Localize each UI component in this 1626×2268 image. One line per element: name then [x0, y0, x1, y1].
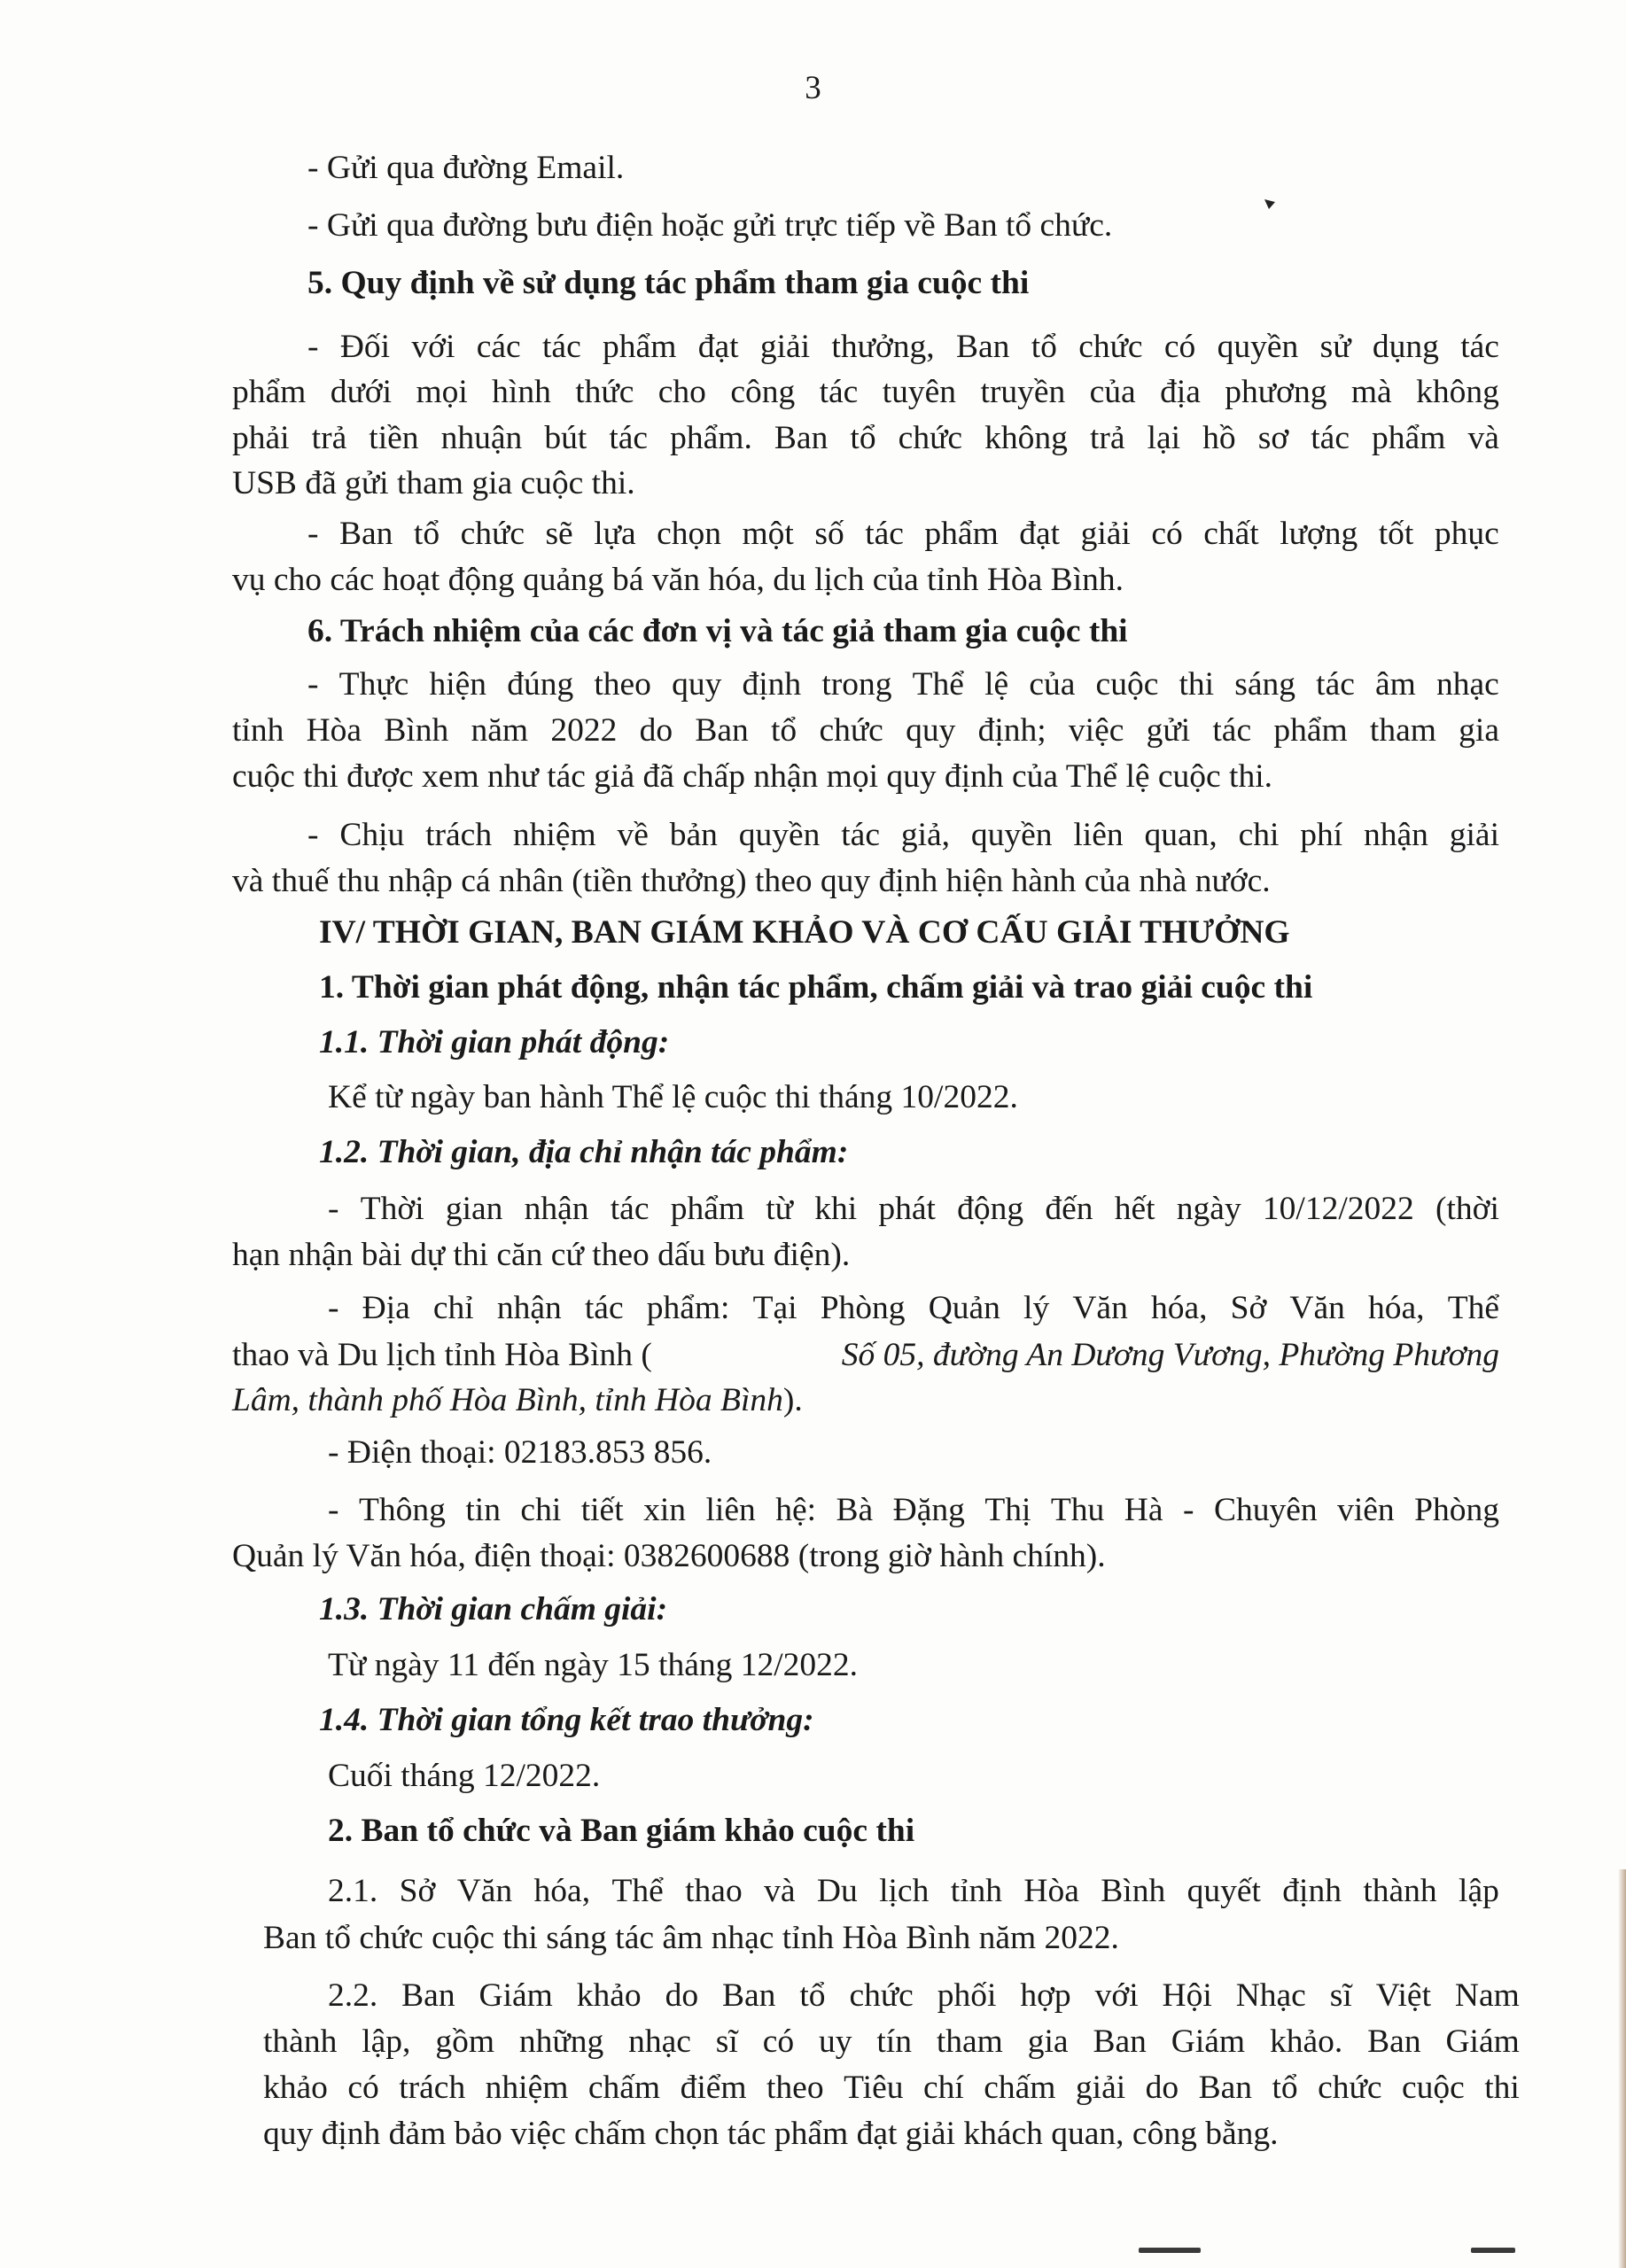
word: hiện: [429, 666, 487, 703]
word: -: [307, 817, 319, 853]
word: khảo: [576, 1977, 642, 2014]
word: Ban: [1367, 2023, 1421, 2060]
word: trả: [311, 420, 347, 456]
word: phát: [878, 1191, 936, 1227]
word: Tiêu: [844, 2070, 904, 2106]
word: (thời: [1435, 1191, 1499, 1227]
word: trách: [425, 817, 493, 853]
word: sơ: [1257, 420, 1289, 456]
word: trách: [399, 2070, 466, 2106]
word: liên: [1073, 817, 1124, 853]
word: dưới: [330, 374, 393, 410]
text-line: Từ ngày 11 đến ngày 15 tháng 12/2022.: [328, 1647, 859, 1683]
word: hợp: [1020, 1977, 1071, 2014]
word: Ban: [1198, 2070, 1253, 2106]
word: xin: [643, 1492, 687, 1528]
address-span: Số 05, đường An Dương Vương, Phường Phương: [841, 1337, 1499, 1373]
text-line: [328, 1286, 1499, 1331]
word: nhận: [524, 1191, 589, 1227]
word: chức: [1318, 2070, 1382, 2106]
word: -: [307, 516, 319, 552]
word: từ: [766, 1191, 793, 1227]
text-line: [263, 2020, 1520, 2064]
word: sẽ: [545, 516, 573, 552]
word: sáng: [1234, 666, 1295, 703]
scan-mark-icon: [1264, 198, 1276, 211]
word: các: [476, 329, 521, 365]
word: Ban: [955, 329, 1010, 365]
word: nhuận: [440, 420, 523, 456]
word: chức: [819, 712, 883, 749]
word: hết: [1114, 1191, 1155, 1227]
word: tác: [1460, 329, 1499, 365]
word: Chuyên: [1213, 1492, 1318, 1528]
word: chỉ: [432, 1290, 474, 1326]
word: gian: [445, 1191, 503, 1227]
word: thưởng,: [831, 329, 935, 365]
word: của: [1089, 374, 1136, 410]
word: -: [1182, 1492, 1194, 1528]
text-span: thao và Du lịch tỉnh Hòa Bình (: [232, 1337, 652, 1373]
word: phẩm: [603, 329, 677, 365]
word: những: [518, 2023, 604, 2060]
word: lại: [1147, 420, 1181, 456]
text-span: ).: [782, 1382, 803, 1418]
word: đạt: [1019, 516, 1061, 552]
word: uy: [818, 2023, 852, 2060]
word: hóa,: [1368, 1290, 1425, 1326]
word: -: [307, 329, 319, 365]
word: một: [742, 516, 794, 552]
word: không: [1416, 374, 1499, 410]
word: không: [984, 420, 1068, 456]
subsection-heading: 1.1. Thời gian phát động:: [319, 1024, 670, 1060]
word: chức: [460, 516, 525, 552]
word: thao: [685, 1873, 743, 1909]
word: Ban: [695, 712, 749, 749]
word: Thông: [358, 1492, 446, 1528]
word: Phòng: [820, 1290, 906, 1326]
text-line: Ban tổ chức cuộc thi sáng tác âm nhạc tỉnh Hòa Bình năm 2022.: [263, 1920, 1119, 1956]
word: nhiệm: [485, 2070, 569, 2106]
word: giải: [1075, 2070, 1126, 2106]
phone-line: - Điện thoại: 02183.853 856.: [328, 1434, 712, 1471]
word: viên: [1337, 1492, 1395, 1528]
word: lập,: [362, 2023, 411, 2060]
word: tuyên: [882, 374, 957, 410]
word: 2.1.: [328, 1873, 378, 1909]
word: tham: [936, 2023, 1003, 2060]
word: chấm: [587, 2070, 661, 2106]
word: Thể: [611, 1873, 664, 1909]
word: sử: [1319, 329, 1351, 365]
text-line: [328, 1187, 1499, 1231]
word: 2.2.: [328, 1977, 378, 2014]
word: tổ: [850, 420, 876, 456]
word: giả,: [900, 817, 951, 853]
word: đúng: [507, 666, 574, 703]
word: tác: [841, 817, 880, 853]
word: khảo: [263, 2070, 328, 2106]
word: sĩ: [715, 2023, 738, 2060]
word: Ban: [339, 516, 393, 552]
word: dụng: [1372, 329, 1439, 365]
word: tổ: [413, 516, 440, 552]
word: Nhạc: [1235, 1977, 1306, 2014]
word: Thời: [360, 1191, 424, 1227]
text-line-mixed: [232, 1333, 1499, 1378]
word: mọi: [416, 374, 468, 410]
word: tác: [542, 329, 581, 365]
word: tỉnh: [950, 1873, 1003, 1909]
word: tín: [876, 2023, 912, 2060]
word: có: [1163, 329, 1196, 365]
word: Hòa: [306, 712, 362, 749]
word: với: [411, 329, 455, 365]
word: của: [1029, 666, 1076, 703]
word: gửi: [1146, 712, 1191, 749]
word: khảo.: [1269, 2023, 1343, 2060]
word: theo: [594, 666, 651, 703]
word: chọn: [657, 516, 722, 552]
word: lập: [1459, 1873, 1499, 1909]
word: và: [1467, 420, 1499, 456]
word: Ban: [1093, 2023, 1147, 2060]
word: lịch: [879, 1873, 930, 1909]
text-line: [307, 813, 1499, 858]
word: đến: [1045, 1191, 1093, 1227]
word: Bà: [836, 1492, 874, 1528]
text-line: [232, 709, 1499, 753]
subsection-heading: 1.3. Thời gian chấm giải:: [319, 1591, 668, 1627]
word: gồm: [435, 2023, 494, 2060]
word: Giám: [478, 1977, 553, 2014]
text-line: [263, 2066, 1520, 2110]
word: lý: [1023, 1290, 1050, 1326]
word: có: [1151, 516, 1183, 552]
text-line-mixed: [232, 1379, 803, 1423]
word: phẩm: [1273, 712, 1348, 749]
word: Bình: [1101, 1873, 1166, 1909]
text-line: và thuế thu nhập cá nhân (tiền thưởng) theo quy định hiện hành của nhà nước.: [232, 863, 1271, 899]
word: chi: [1238, 817, 1280, 853]
word: với: [1094, 1977, 1139, 2014]
word: Việt: [1375, 1977, 1431, 2014]
word: do: [1145, 2070, 1179, 2106]
text-line: - Gửi qua đường Email.: [307, 150, 625, 186]
text-line: USB đã gửi tham gia cuộc thi.: [232, 465, 635, 501]
word: công: [730, 374, 796, 410]
word: Hà: [1124, 1492, 1163, 1528]
word: Nam: [1454, 1977, 1520, 2014]
word: Hội: [1162, 1977, 1212, 2014]
word: mà: [1350, 374, 1392, 410]
word: tổ: [799, 1977, 826, 2014]
word: 10/12/2022: [1262, 1191, 1414, 1227]
word: bản: [669, 817, 718, 853]
word: thi: [1179, 666, 1215, 703]
word: nhạc: [1436, 666, 1499, 703]
word: Thể: [1447, 1290, 1499, 1326]
word: phẩm: [924, 516, 999, 552]
subsection-heading: 1.4. Thời gian tổng kết trao thưởng:: [319, 1702, 814, 1738]
word: nhiệm: [512, 817, 596, 853]
word: thành: [263, 2023, 338, 2060]
word: tiền: [369, 420, 419, 456]
word: nhận: [1364, 817, 1428, 853]
word: gia: [1459, 712, 1499, 749]
address-span: Lâm, thành phố Hòa Bình, tỉnh Hòa Bình: [232, 1382, 783, 1418]
section-heading: 5. Quy định về sử dụng tác phẩm tham gia cuộc thi: [307, 265, 1030, 301]
word: định;: [977, 712, 1046, 749]
contact-line: [328, 1488, 1499, 1533]
word: hồ: [1202, 420, 1236, 456]
word: liên: [705, 1492, 756, 1528]
word: chức: [898, 420, 963, 456]
word: việc: [1068, 712, 1124, 749]
word: lệ: [984, 666, 1009, 703]
word: phải: [232, 420, 290, 456]
text-line: quy định đảm bảo việc chấm chọn tác phẩm đạt giải khách quan, công bằng.: [263, 2116, 1279, 2152]
word: tiết: [580, 1492, 624, 1528]
word: hình: [492, 374, 551, 410]
text-line: [328, 1974, 1520, 2018]
section-heading: 6. Trách nhiệm của các đơn vị và tác giả tham gia cuộc thi: [307, 613, 1128, 649]
word: hóa,: [1150, 1290, 1208, 1326]
word: Thể: [912, 666, 964, 703]
word: nhận: [496, 1290, 562, 1326]
word: tổ: [771, 712, 797, 749]
word: tác: [865, 516, 904, 552]
text-line: [307, 325, 1499, 369]
word: phí: [1300, 817, 1343, 853]
word: tham: [1369, 712, 1436, 749]
word: -: [307, 666, 319, 703]
word: tổ: [1031, 329, 1057, 365]
word: tác: [819, 374, 859, 410]
word: quyết: [1186, 1873, 1261, 1909]
text-line: [232, 416, 1499, 461]
word: thành: [1363, 1873, 1437, 1909]
word: phương: [1225, 374, 1327, 410]
word: âm: [1375, 666, 1416, 703]
text-line: Kể từ ngày ban hành Thể lệ cuộc thi tháng 10/2022.: [328, 1079, 1018, 1115]
word: chất: [1203, 516, 1259, 552]
word: giải: [759, 329, 811, 365]
word: đạt: [697, 329, 739, 365]
word: tác: [610, 1191, 650, 1227]
word: phục: [1434, 516, 1499, 552]
word: phẩm: [1372, 420, 1446, 456]
word: Du: [816, 1873, 858, 1909]
word: Đối: [339, 329, 391, 365]
word: chi: [520, 1492, 562, 1528]
word: lượng: [1280, 516, 1358, 552]
word: Tại: [752, 1290, 797, 1326]
word: và: [764, 1873, 796, 1909]
word: cuộc: [1401, 2070, 1465, 2106]
text-line: vụ cho các hoạt động quảng bá văn hóa, du lịch của tỉnh Hòa Bình.: [232, 562, 1124, 598]
word: định: [742, 666, 802, 703]
word: Văn: [456, 1873, 513, 1909]
word: theo: [766, 2070, 824, 2106]
word: gia: [1027, 2023, 1069, 2060]
word: quan,: [1144, 817, 1218, 853]
word: hệ:: [775, 1492, 817, 1528]
word: tác: [1212, 712, 1252, 749]
word: cho: [657, 374, 706, 410]
subsection-heading: 1.2. Thời gian, địa chỉ nhận tác phẩm:: [319, 1134, 849, 1170]
word: Bình: [384, 712, 449, 749]
text-line: [232, 370, 1499, 415]
word: phẩm: [232, 374, 307, 410]
word: quy: [906, 712, 956, 749]
word: động: [957, 1191, 1024, 1227]
word: quyền: [1217, 329, 1299, 365]
page-number: 3: [805, 70, 821, 106]
scan-smudge: [1471, 2248, 1515, 2253]
word: phẩm.: [670, 420, 752, 456]
text-line: [307, 663, 1499, 707]
word: năm: [471, 712, 529, 749]
word: -: [328, 1290, 339, 1326]
text-line: - Gửi qua đường bưu điện hoặc gửi trực tiếp về Ban tổ chức.: [307, 207, 1113, 244]
word: Giám: [1171, 2023, 1246, 2060]
word: Văn: [1072, 1290, 1128, 1326]
text-line: [328, 1869, 1499, 1914]
word: chí: [922, 2070, 964, 2106]
word: tổ: [1272, 2070, 1298, 2106]
word: Ban: [722, 1977, 776, 2014]
word: Văn: [1289, 1290, 1345, 1326]
section-heading: 2. Ban tổ chức và Ban giám khảo cuộc thi: [328, 1813, 915, 1849]
word: Thu: [1050, 1492, 1105, 1528]
word: chức: [849, 1977, 914, 2014]
word: Sở: [399, 1873, 436, 1909]
word: tin: [465, 1492, 501, 1528]
word: tác: [1311, 420, 1350, 456]
word: Thực: [338, 666, 409, 703]
word: truyền: [980, 374, 1066, 410]
word: tác: [584, 1290, 624, 1326]
word: Đặng: [892, 1492, 965, 1528]
word: Ban: [401, 1977, 455, 2014]
word: Chịu: [339, 817, 405, 853]
word: -: [328, 1191, 339, 1227]
word: số: [814, 516, 844, 552]
word: Giám: [1445, 2023, 1520, 2060]
word: nhạc: [628, 2023, 691, 2060]
word: địa: [1160, 374, 1201, 410]
word: định: [1282, 1873, 1342, 1909]
word: 2022: [550, 712, 618, 749]
word: Thị: [984, 1492, 1031, 1528]
word: hóa,: [533, 1873, 591, 1909]
word: tác: [609, 420, 649, 456]
chapter-heading: IV/ THỜI GIAN, BAN GIÁM KHẢO VÀ CƠ CẤU GIẢI THƯỞNG: [319, 914, 1290, 951]
word: trong: [821, 666, 892, 703]
word: thức: [575, 374, 634, 410]
word: Sở: [1230, 1290, 1267, 1326]
word: phẩm: [670, 1191, 745, 1227]
word: tốt: [1378, 516, 1414, 552]
word: Quản: [928, 1290, 1000, 1326]
word: khi: [814, 1191, 858, 1227]
word: Địa: [362, 1290, 410, 1326]
word: tác: [1316, 666, 1355, 703]
word: lựa: [594, 516, 636, 552]
word: phối: [937, 1977, 997, 2014]
text-line: hạn nhận bài dự thi căn cứ theo dấu bưu điện).: [232, 1237, 851, 1273]
word: -: [328, 1492, 339, 1528]
word: trả: [1089, 420, 1125, 456]
text-line: Cuối tháng 12/2022.: [328, 1758, 601, 1794]
word: tỉnh: [232, 712, 284, 749]
section-heading: 1. Thời gian phát động, nhận tác phẩm, chấm giải và trao giải cuộc thi: [319, 969, 1313, 1006]
word: thi: [1484, 2070, 1520, 2106]
word: do: [639, 712, 673, 749]
word: chức: [1078, 329, 1143, 365]
word: giải: [1080, 516, 1131, 552]
word: về: [617, 817, 649, 853]
text-line: Quản lý Văn hóa, điện thoại: 0382600688 (trong giờ hành chính).: [232, 1538, 1106, 1574]
word: phẩm:: [646, 1290, 730, 1326]
text-line: [307, 512, 1499, 556]
word: giải: [1449, 817, 1499, 853]
scan-edge-shadow: [1618, 1869, 1626, 2268]
text-line: cuộc thi được xem như tác giả đã chấp nhận mọi quy định của Thể lệ cuộc thi.: [232, 758, 1273, 795]
word: Hòa: [1023, 1873, 1079, 1909]
word: Ban: [774, 420, 829, 456]
word: do: [665, 1977, 699, 2014]
word: có: [347, 2070, 379, 2106]
word: ngày: [1176, 1191, 1241, 1227]
word: quy: [672, 666, 722, 703]
scan-smudge: [1139, 2248, 1201, 2253]
word: Phòng: [1414, 1492, 1499, 1528]
word: có: [762, 2023, 795, 2060]
word: cuộc: [1095, 666, 1159, 703]
word: chấm: [984, 2070, 1056, 2106]
word: quyền: [738, 817, 821, 853]
word: quyền: [970, 817, 1053, 853]
word: sĩ: [1329, 1977, 1352, 2014]
word: bút: [544, 420, 587, 456]
word: điểm: [680, 2070, 747, 2106]
